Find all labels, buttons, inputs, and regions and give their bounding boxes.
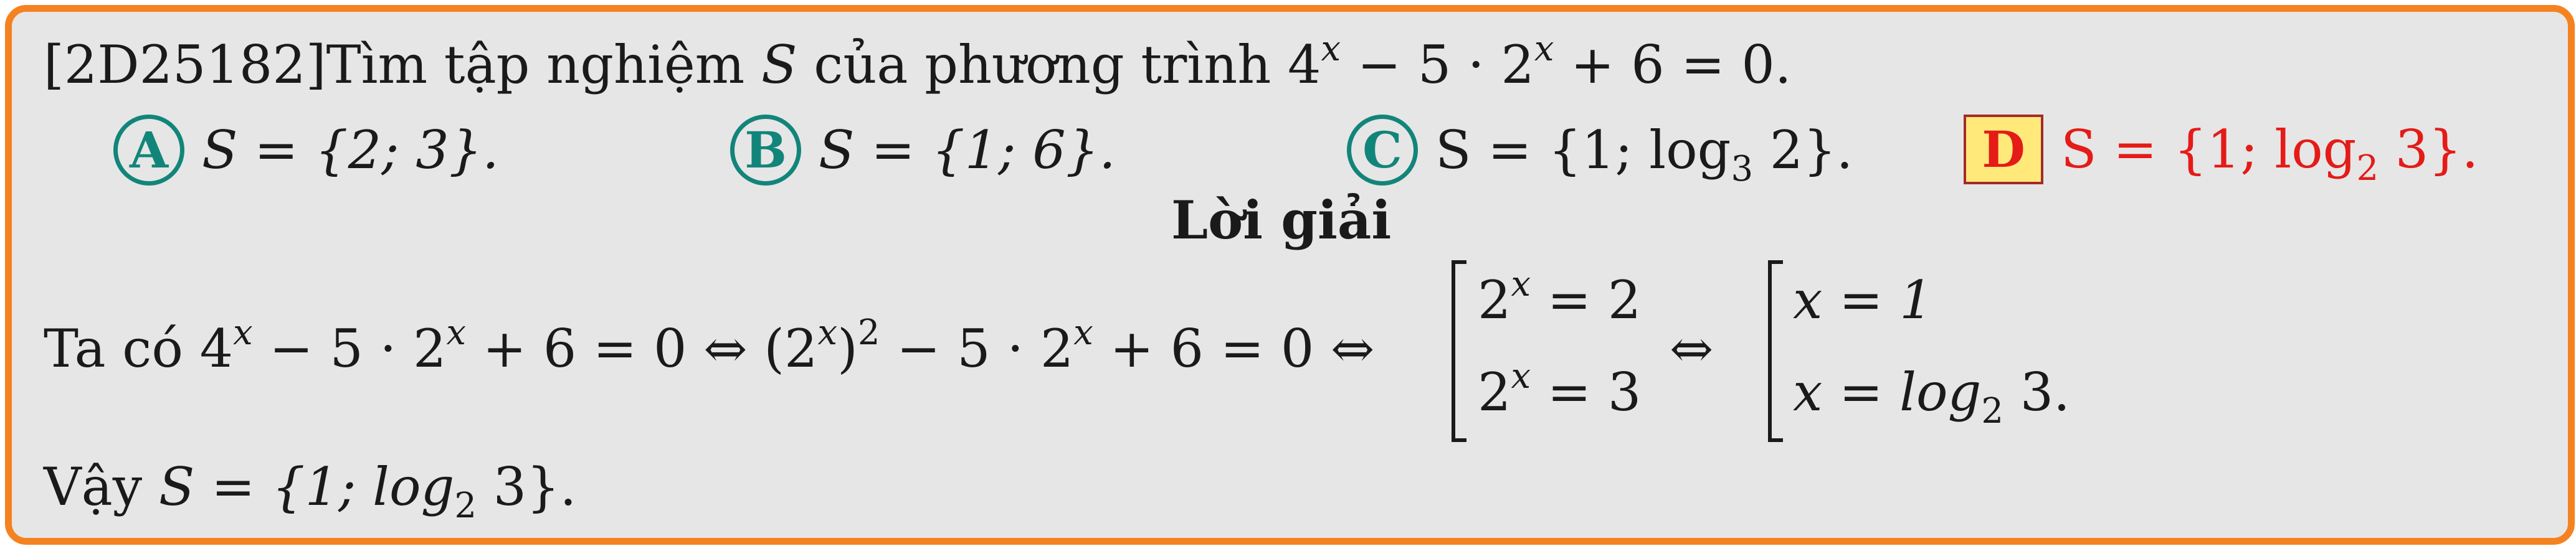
system2-row2: $x = \log_2 3$. [1793, 362, 2070, 431]
option-d[interactable]: D S = {1; $\log_2 3$}. [1964, 115, 2478, 184]
equivalence-symbol: ⇔ [1670, 318, 1714, 379]
conclusion: Vậy S = {1; $\log_2 3$}. [44, 456, 577, 526]
system-bracket-1 [1452, 260, 1466, 442]
option-a-label: A [113, 115, 184, 186]
system2-row1: x = 1 [1793, 270, 1933, 331]
question-id: [2D25182] [44, 34, 326, 95]
solution-line: Ta có $4^x - 5 \cdot 2^x + 6 = 0$ ⇔ $(2^x)^2 - 5 \cdot 2^x + 6 = 0$ ⇔ [44, 313, 1375, 379]
option-a[interactable]: A S = {2; 3}. [113, 115, 499, 186]
option-d-label: D [1964, 115, 2043, 184]
question-text: [2D25182]Tìm tập nghiệm S của phương trình $4^x - 5 \cdot 2^x + 6 = 0$. [44, 29, 1792, 95]
system1-row1: 2$^x$ = 2 [1478, 264, 1642, 331]
option-c[interactable]: C S = {1; $\log_3 2$}. [1347, 115, 1853, 186]
option-b-label: B [730, 115, 801, 186]
system-bracket-2 [1768, 260, 1783, 442]
option-b[interactable]: B S = {1; 6}. [730, 115, 1116, 186]
option-c-label: C [1347, 115, 1418, 186]
solution-heading: Lời giải [1171, 189, 1392, 251]
system1-row2: 2$^x$ = 3 [1478, 356, 1642, 423]
